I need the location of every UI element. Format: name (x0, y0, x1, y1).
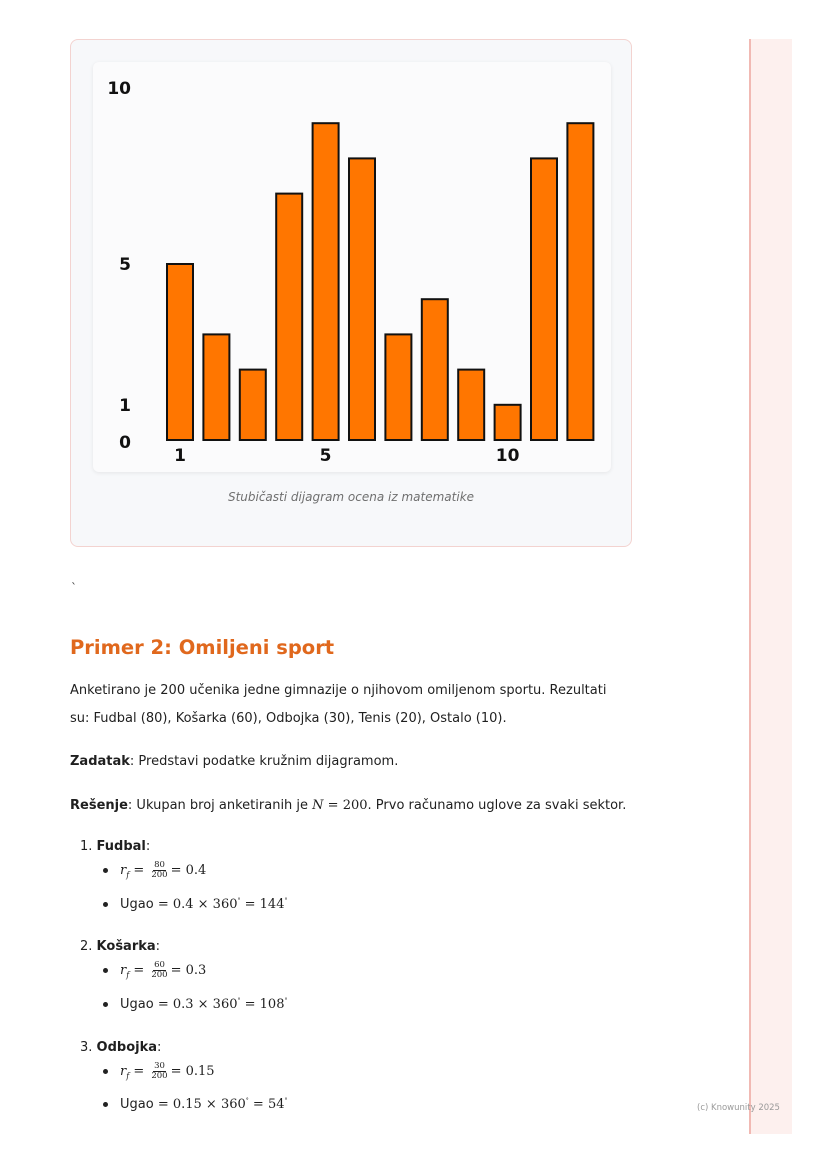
item-colon: : (157, 1040, 162, 1055)
solution-text-before: : Ukupan broj anketiranih je (127, 798, 313, 813)
fraction-denominator: 200 (151, 970, 168, 980)
bullet-dot (103, 902, 108, 907)
bullet-dot (103, 968, 108, 973)
section-heading: Primer 2: Omiljeni sport (70, 636, 335, 659)
rf-formula: $r_f$ = $\frac{30}{200}$ = 0.15 (120, 1061, 215, 1081)
item-colon: : (145, 839, 151, 854)
footer-copyright: (c) Knowunity 2025 (697, 1103, 780, 1113)
task-paragraph (70, 748, 640, 776)
bullet-dot (103, 1102, 108, 1107)
bullet-angle (103, 897, 287, 912)
solution-math-var: N (312, 798, 324, 813)
chart-bar (385, 334, 411, 440)
degree-symbol: ° (245, 1097, 249, 1105)
fraction-numerator: 80 (154, 860, 165, 870)
fraction-denominator: 200 (151, 1071, 168, 1081)
intro-line-2: su: Fudbal (80), Košarka (60), Odbojka (30), Tenis (20), Ostalo (10). (70, 710, 507, 726)
angle-expression: = 0.15 × 360 (157, 1097, 246, 1112)
chart-panel (93, 62, 611, 472)
angle-expression: = 0.4 × 360 (157, 897, 238, 912)
chart-bar (203, 334, 229, 440)
item-name: Odbojka (96, 1040, 158, 1055)
y-tick-label: 10 (107, 79, 131, 99)
chart-bar (276, 194, 302, 440)
rf-value: = 0.4 (170, 863, 207, 878)
item-number: 2. (80, 939, 93, 954)
angle-formula (158, 897, 288, 912)
bullet-angle (103, 1097, 287, 1112)
rf-symbol: r (120, 963, 127, 978)
side-bar-line (749, 39, 751, 1134)
rf-formula: $r_f$ = $\frac{80}{200}$ = 0.4 (120, 860, 207, 880)
stray-mark: ` (71, 581, 77, 595)
x-tick-label: 5 (319, 446, 332, 466)
fraction (151, 861, 167, 880)
chart-bar (531, 158, 557, 440)
angle-label: Ugao (120, 1097, 154, 1112)
degree-symbol: ° (237, 897, 241, 905)
solution-math (312, 798, 367, 813)
degree-symbol: ° (284, 1097, 288, 1105)
angle-result: = 108 (240, 997, 285, 1012)
rf-sub: f (126, 870, 130, 880)
angle-expression: = 0.3 × 360 (157, 997, 238, 1012)
bullet-relative-frequency (103, 861, 206, 880)
degree-symbol: ° (284, 897, 288, 905)
intro-paragraph (70, 677, 640, 732)
degree-symbol: ° (237, 997, 241, 1005)
list-item-title (80, 839, 150, 854)
chart-bar (349, 158, 375, 440)
bullet-dot (103, 1002, 108, 1007)
rf-sub: f (126, 1071, 130, 1081)
rf-symbol: r (120, 1064, 127, 1079)
fraction-numerator: 30 (154, 1061, 165, 1071)
angle-result: = 144 (240, 897, 285, 912)
figure-caption: Stubičasti dijagram ocena iz matematike (227, 490, 475, 504)
task-text: : Predstavi podatke kružnim dijagramom. (129, 754, 399, 769)
angle-formula (158, 997, 288, 1012)
item-name: Košarka (96, 939, 156, 954)
chart-bar (240, 370, 266, 440)
angle-label: Ugao (120, 897, 154, 912)
chart-bar (167, 264, 193, 440)
bullet-dot (103, 868, 108, 873)
y-tick-label: 0 (119, 433, 131, 453)
intro-line-1: Anketirano je 200 učenika jedne gimnazije o njihovom omiljenom sportu. Rezultati (70, 683, 607, 698)
item-name: Fudbal (96, 839, 146, 854)
bullet-relative-frequency (103, 1062, 215, 1081)
fraction-denominator: 200 (151, 870, 168, 880)
x-tick-label: 10 (495, 446, 520, 466)
task-label: Zadatak (70, 754, 130, 769)
angle-formula (158, 1097, 288, 1112)
rf-value: = 0.15 (170, 1064, 215, 1079)
chart-bar (422, 299, 448, 440)
fraction (151, 961, 167, 980)
list-item-title (80, 939, 160, 954)
angle-result: = 54 (248, 1097, 285, 1112)
angle-label: Ugao (120, 997, 154, 1012)
bullet-angle (103, 997, 287, 1012)
chart-bar (313, 123, 339, 440)
bar-chart (93, 62, 611, 472)
chart-bar (458, 370, 484, 440)
rf-symbol: r (120, 863, 127, 878)
rf-formula: $r_f$ = $\frac{60}{200}$ = 0.3 (120, 960, 207, 980)
rf-value: = 0.3 (170, 963, 207, 978)
side-bar (749, 39, 792, 1134)
solution-text-after: . Prvo računamo uglove za svaki sektor. (367, 798, 627, 813)
bullet-dot (103, 1069, 108, 1074)
rf-sub: f (126, 970, 130, 980)
y-tick-label: 5 (119, 255, 131, 275)
fraction-numerator: 60 (154, 960, 165, 970)
bullet-relative-frequency (103, 961, 206, 980)
x-tick-label: 1 (174, 446, 186, 466)
chart-bar (567, 123, 593, 440)
fraction (151, 1062, 167, 1081)
figure-card (70, 39, 632, 547)
solution-paragraph (70, 792, 640, 820)
item-number: 1. (80, 839, 93, 854)
item-colon: : (155, 939, 161, 954)
solution-label: Rešenje (70, 798, 128, 813)
degree-symbol: ° (284, 997, 288, 1005)
list-item-title (80, 1040, 161, 1055)
item-number: 3. (80, 1040, 93, 1055)
solution-math-rest: = 200 (323, 798, 368, 813)
chart-bar (495, 405, 521, 440)
y-tick-label: 1 (119, 395, 131, 416)
